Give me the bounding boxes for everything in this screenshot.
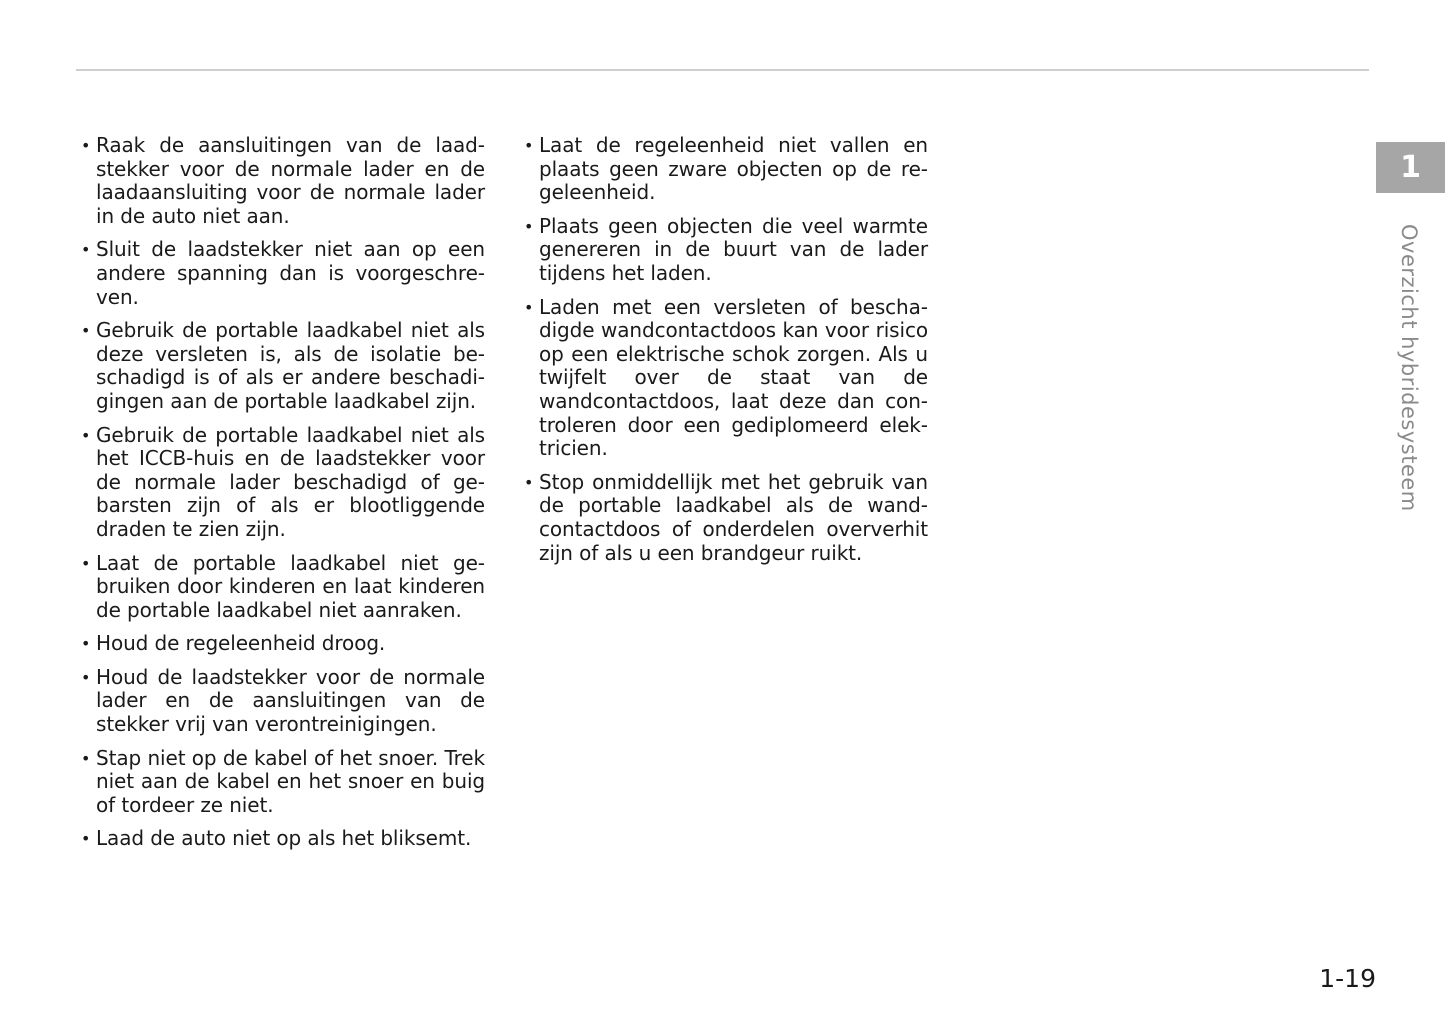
bullet-icon: • [81,829,91,849]
header-rule [76,69,1369,71]
bullet-icon: • [524,472,534,492]
list-item [523,134,928,205]
list-item-text: Stop onmiddellijk met het gebruik van de portable laadkabel als de wandcontactdoos of onderdelen oververhit zijn of als u een brandgeur ruikt. [539,469,928,565]
list-item-text: Sluit de laadstekker niet aan op een andere spanning dan is voorgeschreven. [96,237,485,309]
list-item-text: Houd de laadstekker voor de normale lader en de aansluitingen van de stekker vrij van verontreinigingen. [96,664,485,737]
list-item [80,632,485,656]
list-item-text: Stap niet op de kabel of het snoer. Trek niet aan de kabel en het snoer en buig of tordeer ze niet. [96,745,485,817]
list-item [80,424,485,542]
list-item-text: Laad de auto niet op als het bliksemt. [96,826,472,851]
bullet-icon: • [81,667,91,687]
list-item [80,134,485,228]
bullet-icon: • [524,216,534,236]
list-item-text: Laat de regeleenheid niet vallen en plaats geen zware objecten op de regeleenheid. [539,133,928,205]
list-item [523,296,928,461]
list-item [80,238,485,309]
list-item-text: Houd de regeleenheid droog. [96,631,386,656]
list-item [80,552,485,623]
list-item [523,215,928,286]
list-item [523,471,928,565]
list-item-text: Laat de portable laadkabel niet gebruiken door kinderen en laat kinderen de portable laadkabel niet aanraken. [96,550,485,622]
bullet-icon: • [81,553,91,573]
list-item-text: Laden met een versleten of beschadigde wandcontactdoos kan voor risico op een elektrische schok zorgen. Als u twijfelt over de staat van de wandcontactdoos, laat deze dan controleren door een gediplomeerd elektricien. [539,294,928,461]
chapter-tab [1376,142,1445,193]
list-item-text: Gebruik de portable laadkabel niet als deze versleten is, als de isolatie beschadigd is of als er andere beschadigingen aan de portable laadkabel zijn. [96,318,485,413]
list-item [80,319,485,413]
list-item [80,747,485,818]
list-item [80,666,485,737]
list-item [80,827,485,851]
bullet-icon: • [81,136,91,155]
left-column [80,134,485,861]
list-item-text: Plaats geen objecten die veel warmte genereren in de buurt van de lader tijdens het laden. [539,213,928,285]
bullet-icon: • [524,297,534,317]
bullet-icon: • [81,321,91,341]
bullet-icon: • [81,425,91,445]
list-item-text: Raak de aansluitingen van de laadstekker voor de normale lader en de laadaansluiting voor de normale lader in de auto niet aan. [96,133,485,228]
bullet-icon: • [524,136,534,155]
bullet-icon: • [81,240,91,260]
chapter-number: 1 [1400,150,1421,185]
bullet-icon: • [81,748,91,768]
page-number: 1-19 [1319,964,1376,993]
bullet-icon: • [81,634,91,654]
chapter-title: Overzicht hybridesysteem [1397,224,1421,512]
list-item-text: Gebruik de portable laadkabel niet als het ICCB-huis en de laadstekker voor de normale lader beschadigd of gebarsten zijn of als er blootliggende draden te zien zijn. [96,422,485,541]
right-column [523,134,928,575]
